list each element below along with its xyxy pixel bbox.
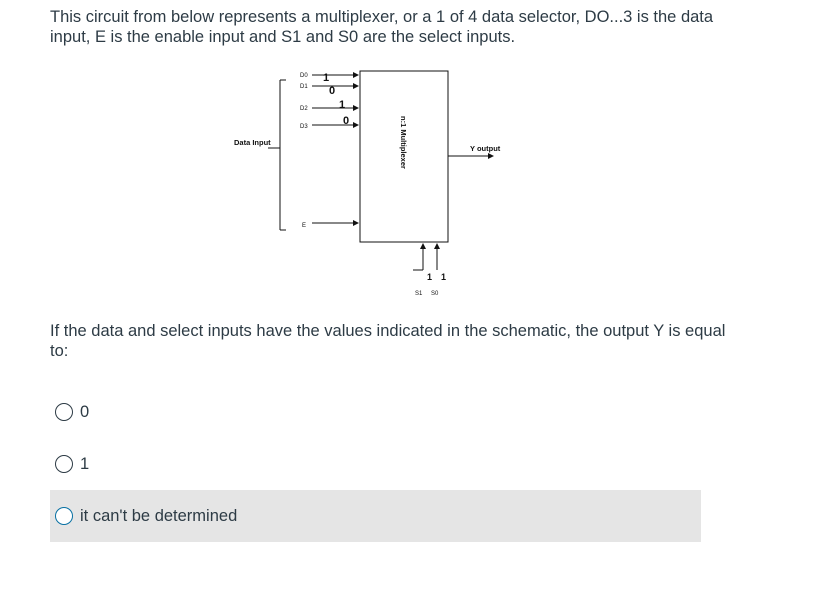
question-intro: This circuit from below represents a multiplexer, or a 1 of 4 data selector, DO...3 is the data input, E is the enable input and S1 and S0 are the select inputs. [50,8,714,46]
select-value-s1: 1 [427,272,433,282]
answer-label: 1 [80,454,90,473]
answer-option-0[interactable] [50,386,701,438]
input-label-d3: D3 [300,124,308,130]
input-value-d3: 0 [343,115,350,127]
input-label-d1: D1 [300,84,308,90]
answer-label: it can't be determined [80,506,238,525]
select-label-s0: S0 [431,291,439,297]
answer-option-1[interactable] [50,438,701,490]
radio-button[interactable] [55,403,73,421]
radio-button[interactable] [55,455,73,473]
radio-button[interactable] [55,507,73,525]
enable-label: E [302,223,307,229]
multiplexer-schematic [228,66,518,302]
select-label-s1: S1 [415,291,423,297]
answer-list [50,386,701,542]
input-label-d2: D2 [300,106,308,112]
data-input-label: Data Input [234,138,271,147]
input-value-d0: 1 [323,72,330,84]
multiplexer-diagram [228,66,518,302]
input-label-d0: D0 [300,73,308,79]
input-value-d1: 0 [329,85,336,97]
answer-label: 0 [80,402,90,421]
answer-option-2[interactable] [50,490,701,542]
multiplexer-label: n:1 Multiplexer [399,116,408,169]
select-value-s0: 1 [441,272,447,282]
question-prompt: If the data and select inputs have the values indicated in the schematic, the output Y is equal to: [50,322,726,360]
output-label: Y output [470,144,501,153]
input-value-d2: 1 [339,99,346,111]
